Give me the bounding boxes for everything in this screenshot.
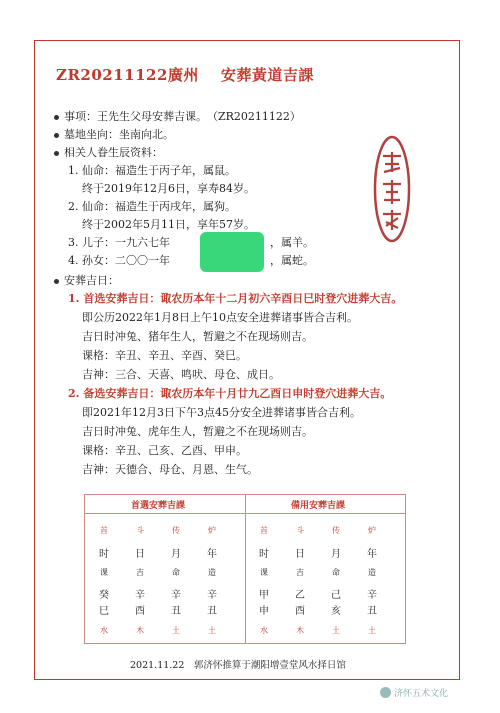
cal-left-cell: 时	[99, 549, 109, 560]
person1-line-b: 终于2019年12月6日，享寿84岁。	[82, 182, 255, 195]
person4-line-b: ，属蛇。	[270, 254, 314, 267]
cal-right-cell: 丑	[367, 606, 377, 617]
date2-line-d: 吉神：天德合、母仓、月恩、生气。	[82, 463, 258, 476]
cal-right-cell: 乙	[295, 590, 305, 601]
cal-left-cell: 丑	[207, 606, 217, 617]
cal-left-cell: 斗	[136, 526, 144, 535]
cal-right-cell: 土	[332, 626, 340, 635]
date1-line-b: 吉日时冲兔、猪年生人，暂避之不在现场则吉。	[82, 330, 313, 343]
calendar-column-divider	[245, 495, 246, 643]
cal-right-cell: 日	[295, 549, 305, 560]
cal-left-cell: 辛	[135, 590, 145, 601]
calendar-table	[84, 494, 406, 644]
matter-line	[64, 108, 301, 124]
cal-right-cell: 己	[331, 590, 341, 601]
date1-line-a: 即公历2022年1月8日上午10点安全进葬诸事皆合吉利。	[82, 311, 358, 324]
cal-left-cell: 年	[207, 549, 217, 560]
bullet-burial	[54, 279, 59, 284]
cal-left-cell: 课	[100, 568, 108, 577]
matter-code: （ZR20211122）	[212, 110, 301, 123]
cal-left-cell: 炉	[208, 526, 216, 535]
cal-right-cell: 造	[368, 568, 376, 577]
cal-right-cell: 水	[260, 626, 268, 635]
cal-left-cell: 酉	[135, 606, 145, 617]
date1-title: 1. 首选安葬吉日：诹农历本年十二月初六辛酉日巳时登穴进葬大吉。	[68, 292, 403, 305]
cal-left-cell: 传	[172, 526, 180, 535]
cal-right-cell: 吉	[296, 568, 304, 577]
cal-left-cell: 土	[172, 626, 180, 635]
cal-right-cell: 传	[332, 526, 340, 535]
bullet-tomb	[54, 133, 59, 138]
cal-right-cell: 课	[260, 568, 268, 577]
bullet-matter	[54, 115, 59, 120]
title-main: 安葬黃道吉課	[220, 66, 314, 84]
cal-right-cell: 斗	[296, 526, 304, 535]
cal-right-cell: 辛	[367, 590, 377, 601]
watermark	[380, 686, 448, 699]
persons-heading: 相关人眷生辰资料：	[64, 146, 163, 159]
cal-left-cell: 木	[136, 626, 144, 635]
seal-stamp-icon	[372, 134, 412, 244]
person2-line-b: 终于2002年5月11日，享年57岁。	[82, 218, 255, 231]
cal-right-cell: 酉	[295, 606, 305, 617]
tomb-line: 墓地坐向：坐南向北。	[64, 128, 174, 141]
person1-line-a: 1. 仙命：福造生于丙子年，属鼠。	[68, 164, 236, 177]
cal-left-cell: 丑	[171, 606, 181, 617]
date2-line-a: 即2021年12月3日下午3点45分安全进葬诸事皆合吉利。	[82, 406, 361, 419]
cal-left-cell: 水	[100, 626, 108, 635]
redaction-block	[200, 232, 264, 272]
cal-right-cell: 申	[259, 606, 269, 617]
cal-right-cell: 土	[368, 626, 376, 635]
date1-line-d: 吉神：三合、天喜、鸣吠、母仓、成日。	[82, 368, 280, 381]
cal-right-cell: 木	[296, 626, 304, 635]
calendar-right-title: 備用安葬吉課	[291, 501, 346, 511]
cal-left-cell: 月	[171, 549, 181, 560]
calendar-left-title: 首選安葬吉課	[131, 501, 186, 511]
cal-left-cell: 造	[208, 568, 216, 577]
cal-right-cell: 月	[331, 549, 341, 560]
date1-line-c: 课格：辛丑、辛丑、辛酉、癸巳。	[82, 349, 247, 362]
cal-left-cell: 癸	[99, 590, 109, 601]
date2-line-b: 吉日时冲兔、虎年生人，暂避之不在现场则吉。	[82, 425, 313, 438]
date2-line-c: 课格：辛丑、己亥、乙酉、甲申。	[82, 444, 247, 457]
burial-heading: 安葬吉日：	[64, 274, 119, 287]
document-title	[56, 64, 314, 85]
person3-line-a: 3. 儿子：一九六七年	[68, 236, 170, 249]
cal-right-cell: 年	[367, 549, 377, 560]
cal-left-cell: 巳	[99, 606, 109, 617]
cal-left-cell: 命	[172, 568, 180, 577]
cal-left-cell: 辛	[171, 590, 181, 601]
cal-left-cell: 日	[135, 549, 145, 560]
cal-right-cell: 命	[332, 568, 340, 577]
cal-right-cell: 炉	[368, 526, 376, 535]
cal-right-cell: 首	[260, 526, 268, 535]
title-code: ZR20211122廣州	[56, 66, 199, 84]
person4-line-a: 4. 孙女：二〇〇一年	[68, 254, 170, 267]
watermark-text: 济怀五术文化	[394, 689, 449, 699]
cal-left-cell: 辛	[207, 590, 217, 601]
cal-left-cell: 土	[208, 626, 216, 635]
person2-line-a: 2. 仙命：福造生于丙戌年，属狗。	[68, 200, 236, 213]
person3-line-b: ，属羊。	[270, 236, 314, 249]
cal-right-cell: 时	[259, 549, 269, 560]
date2-title: 2. 备选安葬吉日：诹农历本年十月廿九乙酉日申时登穴进葬大吉。	[68, 387, 392, 400]
cal-right-cell: 亥	[331, 606, 341, 617]
cal-left-cell: 首	[100, 526, 108, 535]
bullet-persons	[54, 151, 59, 156]
cal-right-cell: 甲	[259, 590, 269, 601]
cal-left-cell: 吉	[136, 568, 144, 577]
document-footer: 2021.11.22 郭济怀推算于潮阳增壹堂风水择日馆	[130, 660, 346, 671]
wechat-icon	[380, 687, 391, 698]
matter-text: 事项：王先生父母安葬吉课。	[64, 110, 202, 123]
